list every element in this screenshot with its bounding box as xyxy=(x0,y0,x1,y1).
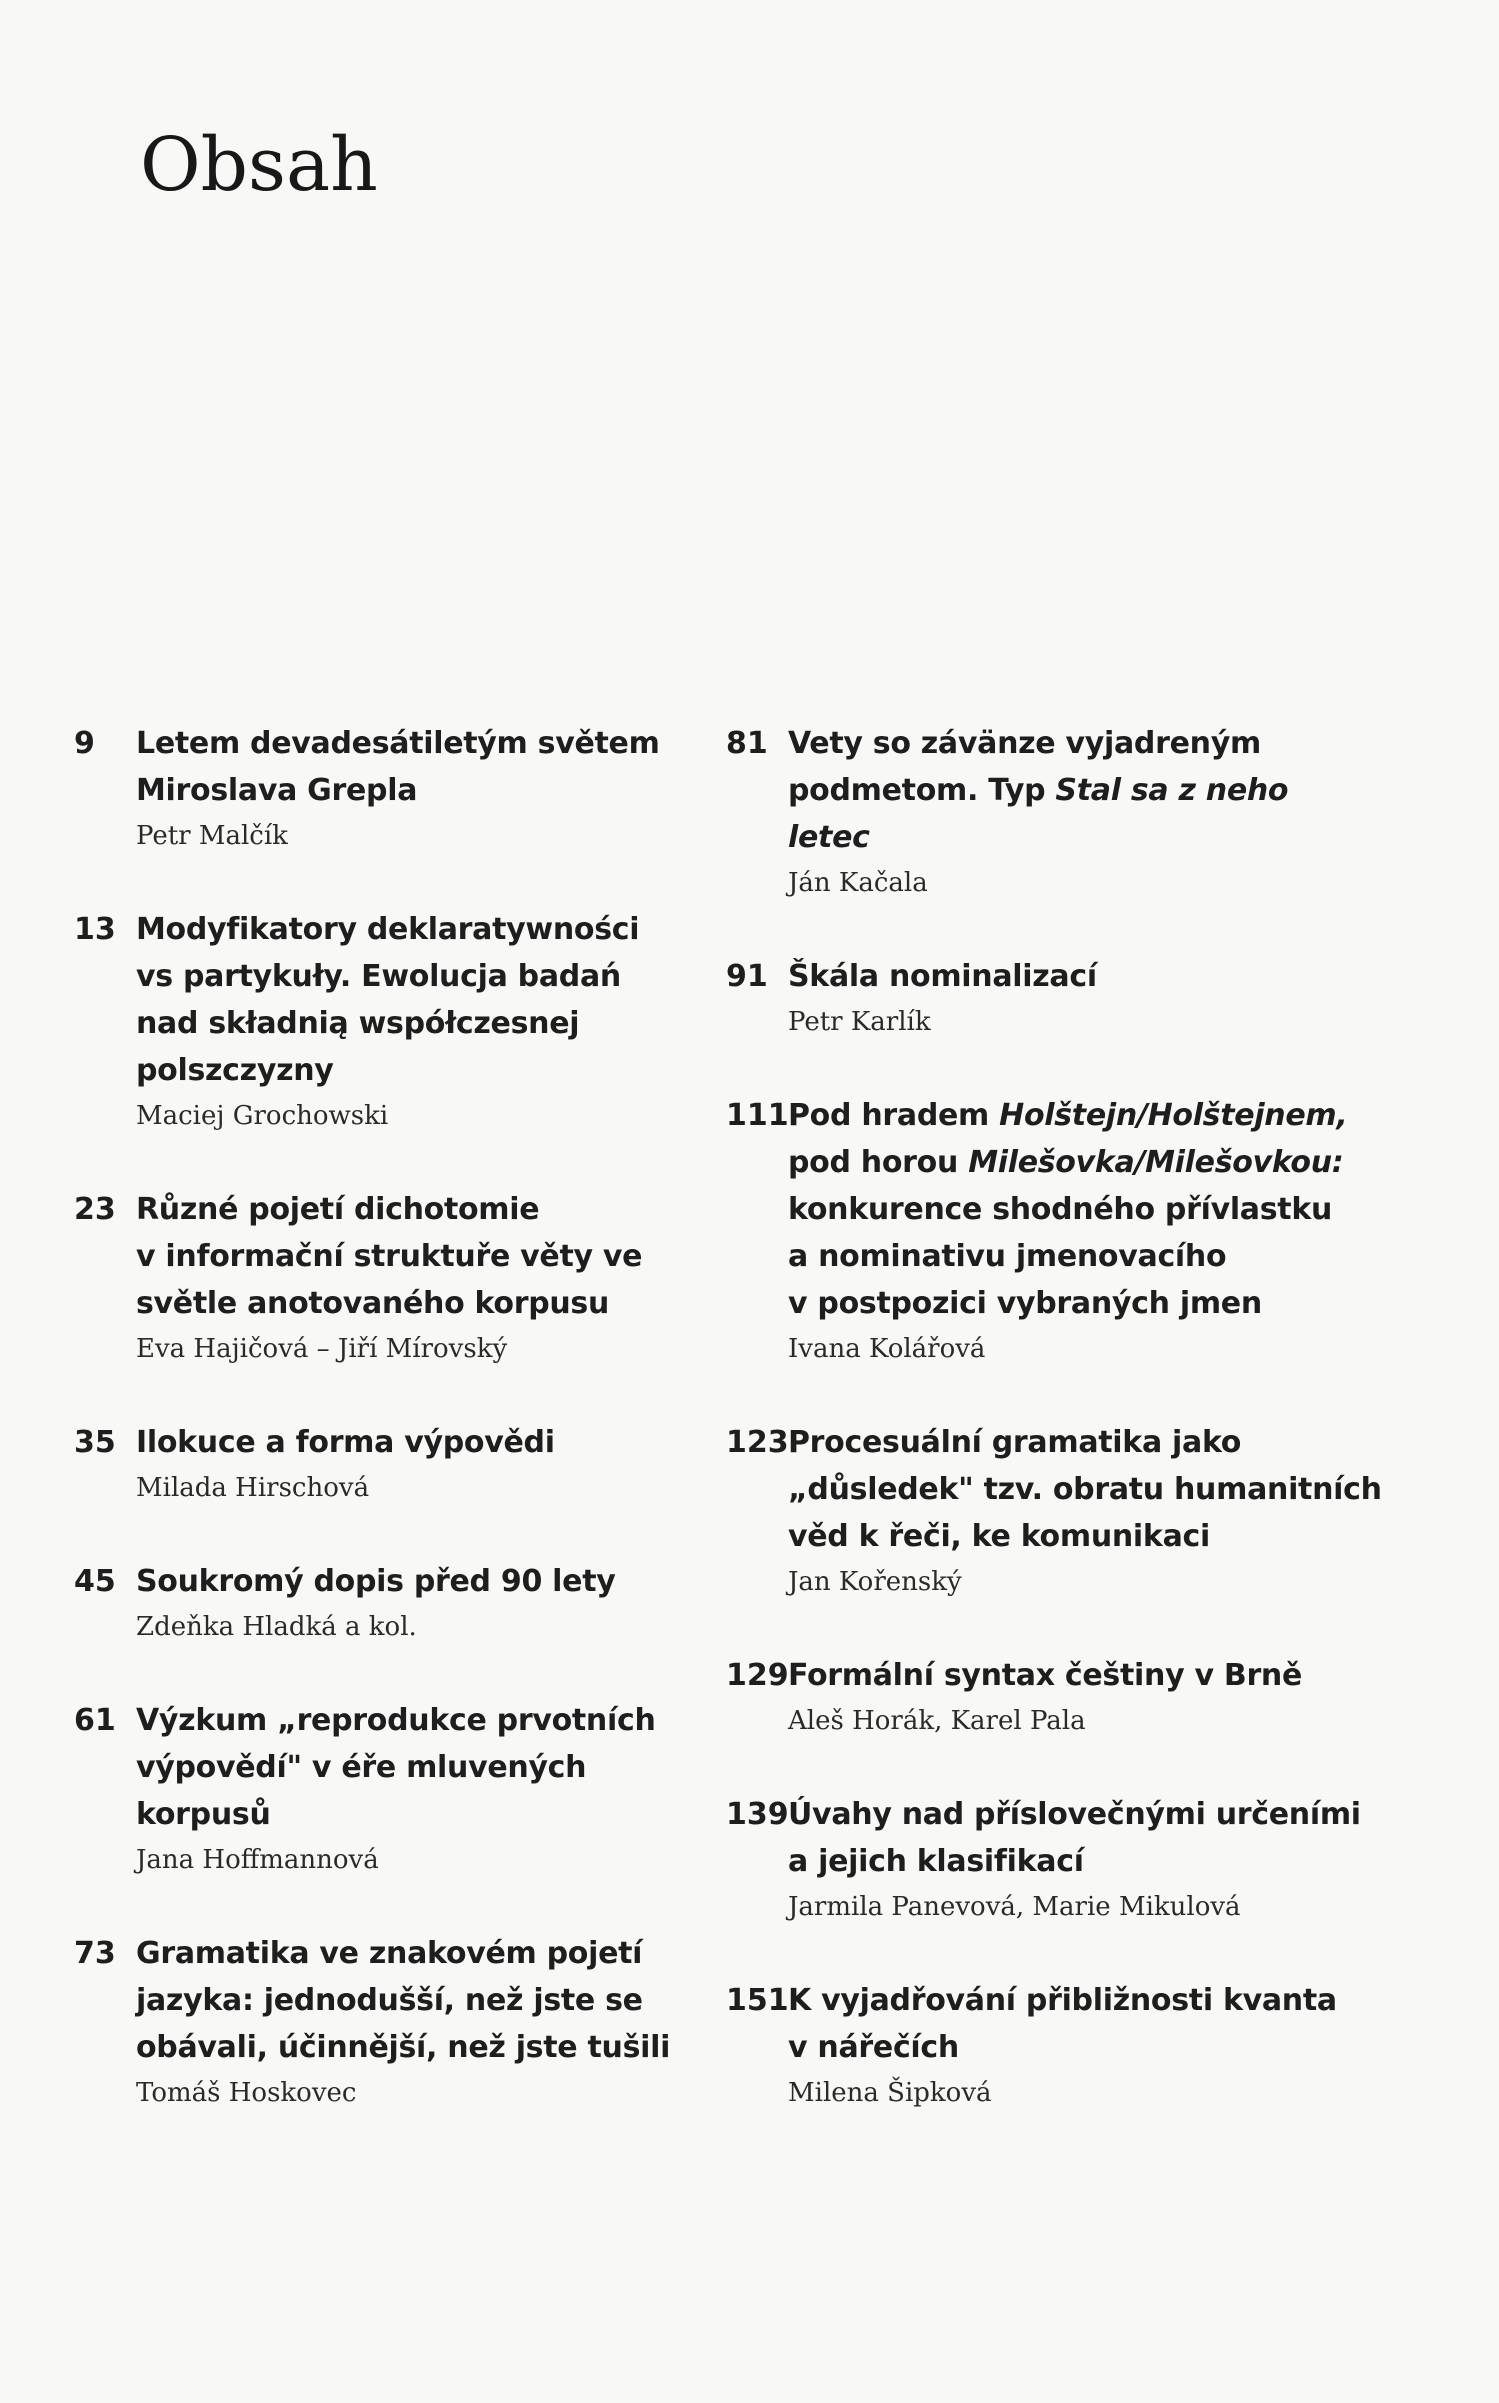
toc-entry xyxy=(74,1558,714,1649)
entry-body xyxy=(788,1419,1382,1604)
entry-title-line xyxy=(788,1838,1366,1885)
entry-title-line: v informační struktuře věty ve xyxy=(136,1239,643,1274)
entry-title xyxy=(788,1791,1366,1885)
entry-body xyxy=(788,1652,1366,1743)
entry-title xyxy=(788,953,1366,1000)
entry-title-line xyxy=(788,1092,1366,1139)
entry-body xyxy=(136,1558,714,1649)
entry-title-line xyxy=(788,1791,1366,1838)
entry-author: Petr Malčík xyxy=(136,821,288,851)
entry-body xyxy=(136,720,714,858)
entry-page-number: 73 xyxy=(74,1936,116,1971)
entry-title-line xyxy=(788,767,1366,814)
toc-entry xyxy=(74,720,714,858)
entry-title-line: vs partykuły. Ewolucja badań xyxy=(136,959,621,994)
entry-page-number: 23 xyxy=(74,1192,116,1227)
entry-body xyxy=(136,906,714,1138)
entry-title-line: Modyfikatory deklaratywności xyxy=(136,912,640,947)
entry-title-line xyxy=(788,953,1366,1000)
entry-author: Jarmila Panevová, Marie Mikulová xyxy=(788,1892,1241,1922)
toc-entry xyxy=(726,1652,1366,1743)
entry-title-line xyxy=(788,1280,1366,1327)
entry-title xyxy=(788,1652,1366,1699)
entry-title-line xyxy=(788,1233,1366,1280)
entry-title-text: „důsledek" tzv. obratu humanitních xyxy=(788,1472,1382,1507)
entry-title-italic: Stal sa z neho xyxy=(1055,773,1289,808)
entry-title-line: Miroslava Grepla xyxy=(136,773,418,808)
entry-page-number: 139 xyxy=(726,1797,789,1832)
entry-title-text: v nářečích xyxy=(788,2030,959,2065)
entry-title-line xyxy=(788,1977,1366,2024)
toc-left-column xyxy=(74,720,714,2163)
entry-page-number: 91 xyxy=(726,959,768,994)
entry-title-line: Různé pojetí dichotomie xyxy=(136,1192,540,1227)
toc-entry xyxy=(726,1977,1366,2115)
entry-title-text: podmetom. Typ xyxy=(788,773,1056,808)
entry-title-text: Pod hradem xyxy=(788,1098,1000,1133)
entry-title-line xyxy=(788,1466,1382,1513)
toc-entry xyxy=(74,1930,714,2115)
entry-body xyxy=(788,1092,1366,1371)
entry-title-line xyxy=(788,1513,1382,1560)
entry-body xyxy=(788,720,1366,905)
entry-body xyxy=(788,953,1366,1044)
entry-body xyxy=(788,1791,1366,1929)
entry-author: Milena Šipková xyxy=(788,2078,992,2108)
entry-author: Petr Karlík xyxy=(788,1007,931,1037)
entry-author: Zdeňka Hladká a kol. xyxy=(136,1612,417,1642)
entry-page-number: 129 xyxy=(726,1658,789,1693)
entry-title-line: jazyka: jednodušší, než jste se xyxy=(136,1983,643,2018)
entry-title xyxy=(788,1092,1366,1327)
entry-page-number: 81 xyxy=(726,726,768,761)
entry-title xyxy=(136,1930,714,2071)
toc-entry xyxy=(74,1697,714,1882)
entry-page-number: 13 xyxy=(74,912,116,947)
entry-body xyxy=(136,1419,714,1510)
entry-title xyxy=(788,1977,1366,2071)
entry-title-line: výpovědí" v éře mluvených xyxy=(136,1750,587,1785)
entry-title-line: Letem devadesátiletým světem xyxy=(136,726,660,761)
entry-author: Milada Hirschová xyxy=(136,1473,370,1503)
entry-title-line xyxy=(788,2024,1366,2071)
toc-entry xyxy=(726,953,1366,1044)
toc-entry xyxy=(74,1419,714,1510)
entry-title-line xyxy=(788,1139,1366,1186)
entry-body xyxy=(788,1977,1366,2115)
entry-title xyxy=(788,1419,1382,1560)
entry-title-text: Vety so závänze vyjadreným xyxy=(788,726,1261,761)
entry-page-number: 9 xyxy=(74,726,95,761)
entry-author: Jan Kořenský xyxy=(788,1567,962,1597)
entry-title-line xyxy=(788,1652,1366,1699)
toc-entry xyxy=(726,1791,1366,1929)
toc-right-column xyxy=(726,720,1382,2163)
toc-entry xyxy=(74,1186,714,1371)
entry-title-text: věd k řeči, ke komunikaci xyxy=(788,1519,1210,1554)
entry-title-line xyxy=(788,1419,1382,1466)
entry-author: Ivana Kolářová xyxy=(788,1334,986,1364)
entry-title-italic: Milešovka/Milešovkou: xyxy=(968,1145,1344,1180)
entry-title-line: obávali, účinnější, než jste tušili xyxy=(136,2030,671,2065)
entry-title xyxy=(136,906,714,1094)
entry-title-line: nad składnią współczesnej xyxy=(136,1006,580,1041)
entry-page-number: 111 xyxy=(726,1098,789,1133)
entry-title-text: Škála nominalizací xyxy=(788,959,1097,994)
entry-title xyxy=(136,1697,714,1838)
entry-title-line xyxy=(788,1186,1366,1233)
entry-title-text: v postpozici vybraných jmen xyxy=(788,1286,1262,1321)
entry-title-italic: letec xyxy=(788,820,870,855)
entry-title xyxy=(136,1419,714,1466)
entry-body xyxy=(136,1930,714,2115)
entry-page-number: 45 xyxy=(74,1564,116,1599)
entry-title-line: světle anotovaného korpusu xyxy=(136,1286,610,1321)
entry-title-text: a jejich klasifikací xyxy=(788,1844,1084,1879)
entry-title-line xyxy=(788,814,1366,861)
entry-title-text: Procesuální gramatika jako xyxy=(788,1425,1242,1460)
entry-title xyxy=(788,720,1366,861)
entry-page-number: 61 xyxy=(74,1703,116,1738)
entry-page-number: 151 xyxy=(726,1983,789,2018)
entry-author: Tomáš Hoskovec xyxy=(136,2078,357,2108)
entry-title-line: korpusů xyxy=(136,1797,271,1832)
entry-title-line xyxy=(788,720,1366,767)
entry-title xyxy=(136,1558,714,1605)
entry-author: Aleš Horák, Karel Pala xyxy=(788,1706,1086,1736)
entry-title-line: Ilokuce a forma výpovědi xyxy=(136,1425,555,1460)
entry-author: Maciej Grochowski xyxy=(136,1101,389,1131)
entry-title-text: konkurence shodného přívlastku xyxy=(788,1192,1333,1227)
entry-title-text: Úvahy nad příslovečnými určeními xyxy=(788,1797,1361,1832)
entry-title-italic: Holštejn/Holštejnem, xyxy=(999,1098,1348,1133)
entry-body xyxy=(136,1697,714,1882)
entry-title-text: a nominativu jmenovacího xyxy=(788,1239,1227,1274)
entry-title-line: polszczyzny xyxy=(136,1053,334,1088)
toc-entry xyxy=(726,720,1366,905)
entry-title xyxy=(136,1186,714,1327)
entry-title-line: Výzkum „reprodukce prvotních xyxy=(136,1703,656,1738)
toc-entry xyxy=(726,1419,1382,1604)
entry-title-line: Gramatika ve znakovém pojetí xyxy=(136,1936,643,1971)
entry-author: Jana Hoffmannová xyxy=(136,1845,379,1875)
entry-title-line: Soukromý dopis před 90 lety xyxy=(136,1564,616,1599)
entry-author: Ján Kačala xyxy=(788,868,928,898)
entry-page-number: 35 xyxy=(74,1425,116,1460)
toc-entry xyxy=(726,1092,1366,1371)
entry-title-text: K vyjadřování přibližnosti kvanta xyxy=(788,1983,1337,2018)
entry-body xyxy=(136,1186,714,1371)
entry-title-text: Formální syntax češtiny v Brně xyxy=(788,1658,1303,1693)
page-title: Obsah xyxy=(140,122,378,208)
entry-title-text: pod horou xyxy=(788,1145,969,1180)
entry-title xyxy=(136,720,714,814)
entry-author: Eva Hajičová – Jiří Mírovský xyxy=(136,1334,508,1364)
toc-entry xyxy=(74,906,714,1138)
entry-page-number: 123 xyxy=(726,1425,789,1460)
